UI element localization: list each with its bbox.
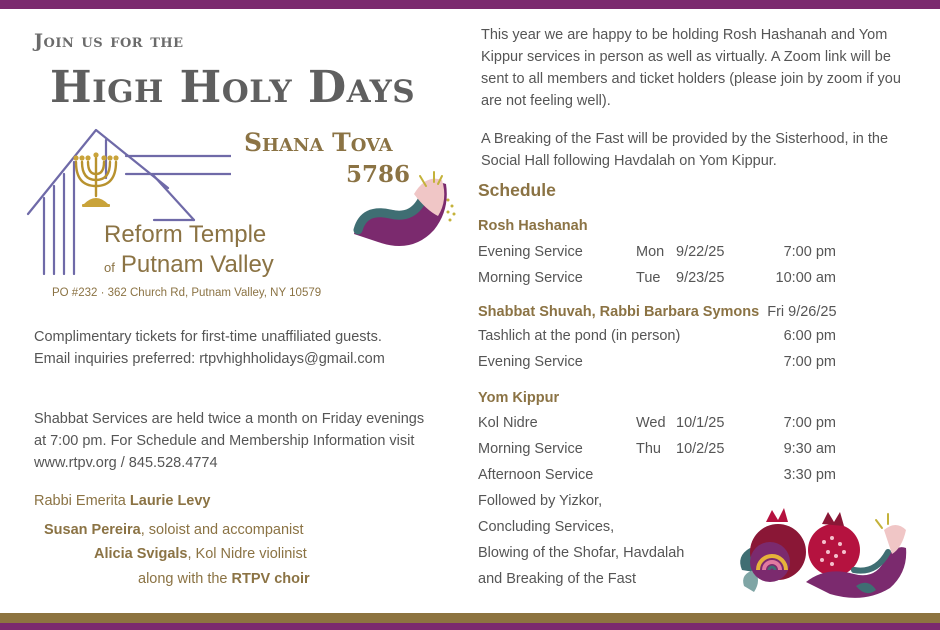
service-label: and Breaking of the Fast — [478, 571, 636, 587]
service-label: Morning Service — [478, 441, 583, 457]
service-date: 10/1/25 — [676, 415, 725, 431]
service-label: Followed by Yizkor, — [478, 493, 603, 509]
service-time: 7:00 pm — [783, 244, 836, 260]
credit-soloist-name: Susan Pereira — [44, 522, 141, 538]
credit-soloist-role: , soloist and accompanist — [140, 522, 304, 538]
temple-name-line2 — [104, 251, 274, 279]
temple-location: Putnam Valley — [120, 251, 274, 278]
service-label: Tashlich at the pond (in person) — [478, 328, 681, 344]
join-us-heading: Join us for the — [34, 30, 184, 52]
break-fast-info: A Breaking of the Fast will be provided by the Sisterhood, in the Social Hall following Havdalah on Yom Kippur. — [481, 131, 889, 169]
schedule-row — [478, 441, 918, 463]
shabbat-info: Shabbat Services are held twice a month on Friday evenings at 7:00 pm. For Schedule and Membership Information visit www.rtpv.org / 845.528.4774 — [34, 411, 425, 471]
schedule-row — [478, 415, 918, 437]
credit-rabbi-name: Laurie Levy — [129, 493, 211, 509]
shofar-icon — [350, 170, 460, 250]
credit-choir — [138, 571, 310, 587]
shabbat-shuvah-date: Fri 9/26/25 — [767, 304, 837, 320]
credit-rabbi-prefix: Rabbi Emerita — [34, 493, 130, 509]
service-date: 9/22/25 — [676, 244, 725, 260]
service-time: 10:00 am — [775, 270, 836, 286]
service-day: Thu — [636, 441, 661, 457]
service-day: Tue — [636, 270, 661, 286]
greeting: Shana Tova — [244, 128, 393, 157]
schedule-row — [478, 467, 918, 489]
credit-violinist-name: Alicia Svigals — [94, 546, 188, 562]
temple-address: PO #232 · 362 Church Rd, Putnam Valley, NY 10579 — [52, 287, 322, 299]
service-time: 6:00 pm — [783, 328, 836, 344]
service-label: Evening Service — [478, 354, 583, 370]
service-label: Afternoon Service — [478, 467, 594, 483]
shabbat-shuvah-title: Shabbat Shuvah, Rabbi Barbara Symons — [478, 304, 760, 320]
schedule-row — [478, 270, 918, 292]
bottom-border-purple — [0, 623, 940, 630]
credit-violinist-role: , Kol Nidre violinist — [187, 546, 307, 562]
page-title: High Holy Days — [50, 62, 416, 113]
schedule-row — [478, 244, 918, 266]
temple-of: of — [104, 260, 115, 275]
rosh-hashanah-heading: Rosh Hashanah — [478, 218, 588, 234]
pomegranate-icon — [736, 500, 916, 600]
service-day: Wed — [636, 415, 666, 431]
service-date: 10/2/25 — [676, 441, 725, 457]
service-date: 9/23/25 — [676, 270, 725, 286]
yom-kippur-heading: Yom Kippur — [478, 390, 560, 406]
in-person-info: This year we are happy to be holding Rosh Hashanah and Yom Kippur services in person as well as virtually. A Zoom link will be sent to all members and ticket holders (please join by zoom if you are not feeling well). — [481, 27, 901, 109]
service-day: Mon — [636, 244, 665, 260]
credit-soloist — [44, 522, 304, 538]
credit-choir-name: RTPV choir — [231, 571, 310, 587]
credit-rabbi — [34, 493, 211, 509]
credit-choir-prefix: along with the — [138, 571, 232, 587]
service-label: Kol Nidre — [478, 415, 538, 431]
credit-violinist — [94, 546, 307, 562]
tickets-info: Complimentary tickets for first-time unaffiliated guests. Email inquiries preferred: rtpvhighholidays@gmail.com — [34, 329, 385, 367]
temple-name-line1: Reform Temple — [104, 221, 267, 248]
bottom-border-gold — [0, 613, 940, 623]
service-time: 7:00 pm — [783, 415, 836, 431]
service-label: Evening Service — [478, 244, 583, 260]
service-time: 9:30 am — [783, 441, 836, 457]
schedule-row — [478, 328, 918, 350]
service-label: Concluding Services, — [478, 519, 615, 535]
service-time: 7:00 pm — [783, 354, 836, 370]
top-border — [0, 0, 940, 9]
menorah-icon — [70, 152, 122, 210]
shabbat-shuvah-heading — [478, 304, 837, 320]
service-label: Morning Service — [478, 270, 583, 286]
schedule-title: Schedule — [478, 180, 556, 200]
schedule-row — [478, 354, 918, 376]
hebrew-year: 5786 — [346, 161, 411, 188]
service-time: 3:30 pm — [783, 467, 836, 483]
service-label: Blowing of the Shofar, Havdalah — [478, 545, 685, 561]
